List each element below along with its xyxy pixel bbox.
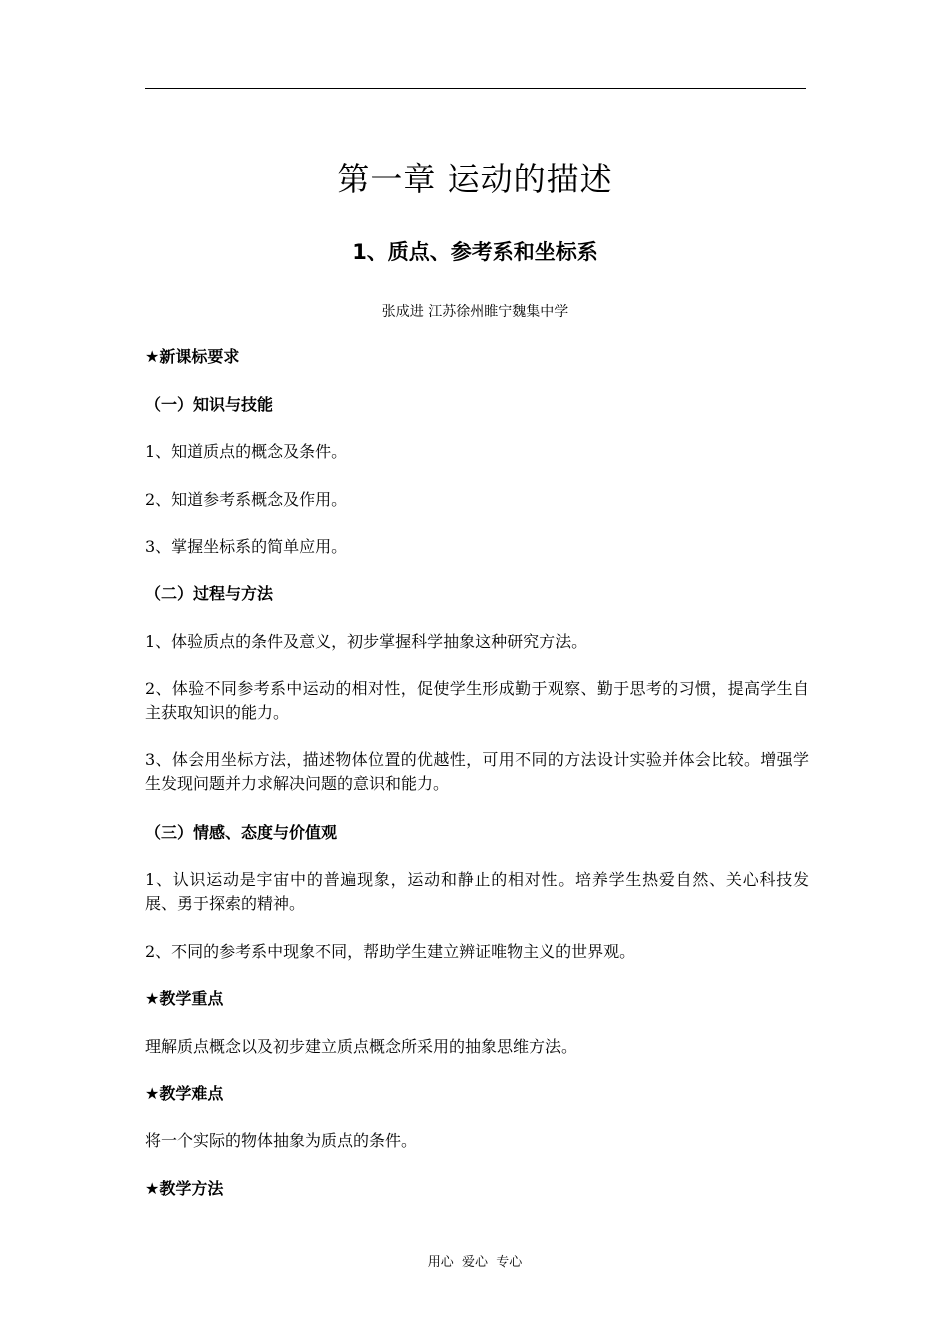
key-points-text: 理解质点概念以及初步建立质点概念所采用的抽象思维方法。 [145,1037,578,1056]
list-item: 1、体验质点的条件及意义，初步掌握科学抽象这种研究方法。 [145,632,588,651]
list-item: 3、掌握坐标系的简单应用。 [145,537,348,556]
heading-methods: ★教学方法 [145,1179,224,1198]
heading-standards: ★新课标要求 [145,347,240,366]
header-rule [145,88,806,89]
list-item: 2、不同的参考系中现象不同，帮助学生建立辨证唯物主义的世界观。 [145,942,636,961]
list-item: 2、知道参考系概念及作用。 [145,490,348,509]
chapter-title: 第一章 运动的描述 [337,160,613,198]
list-item: 1、知道质点的概念及条件。 [145,442,348,461]
list-item: 2、体验不同参考系中运动的相对性，促使学生形成勤于观察、勤于思考的习惯，提高学生自主获取知识的能力。 [145,679,809,722]
heading-difficulties: ★教学难点 [145,1084,224,1103]
list-item: 1、认识运动是宇宙中的普遍现象，运动和静止的相对性。培养学生热爱自然、关心科技发展、勇于探索的精神。 [145,870,809,913]
page-footer: 用心 爱心 专心 [427,1255,523,1270]
subheading-emotion-values: （三）情感、态度与价值观 [145,823,338,842]
section-title: 1、质点、参考系和坐标系 [352,240,598,264]
heading-key-points: ★教学重点 [145,989,224,1008]
author-line: 张成进 江苏徐州睢宁魏集中学 [381,304,569,320]
list-item: 3、体会用坐标方法，描述物体位置的优越性，可用不同的方法设计实验并体会比较。增强学生发现问题并力求解决问题的意识和能力。 [145,750,809,793]
difficulties-text: 将一个实际的物体抽象为质点的条件。 [145,1131,418,1150]
subheading-process-methods: （二）过程与方法 [145,584,274,603]
subheading-knowledge-skills: （一）知识与技能 [145,395,274,414]
